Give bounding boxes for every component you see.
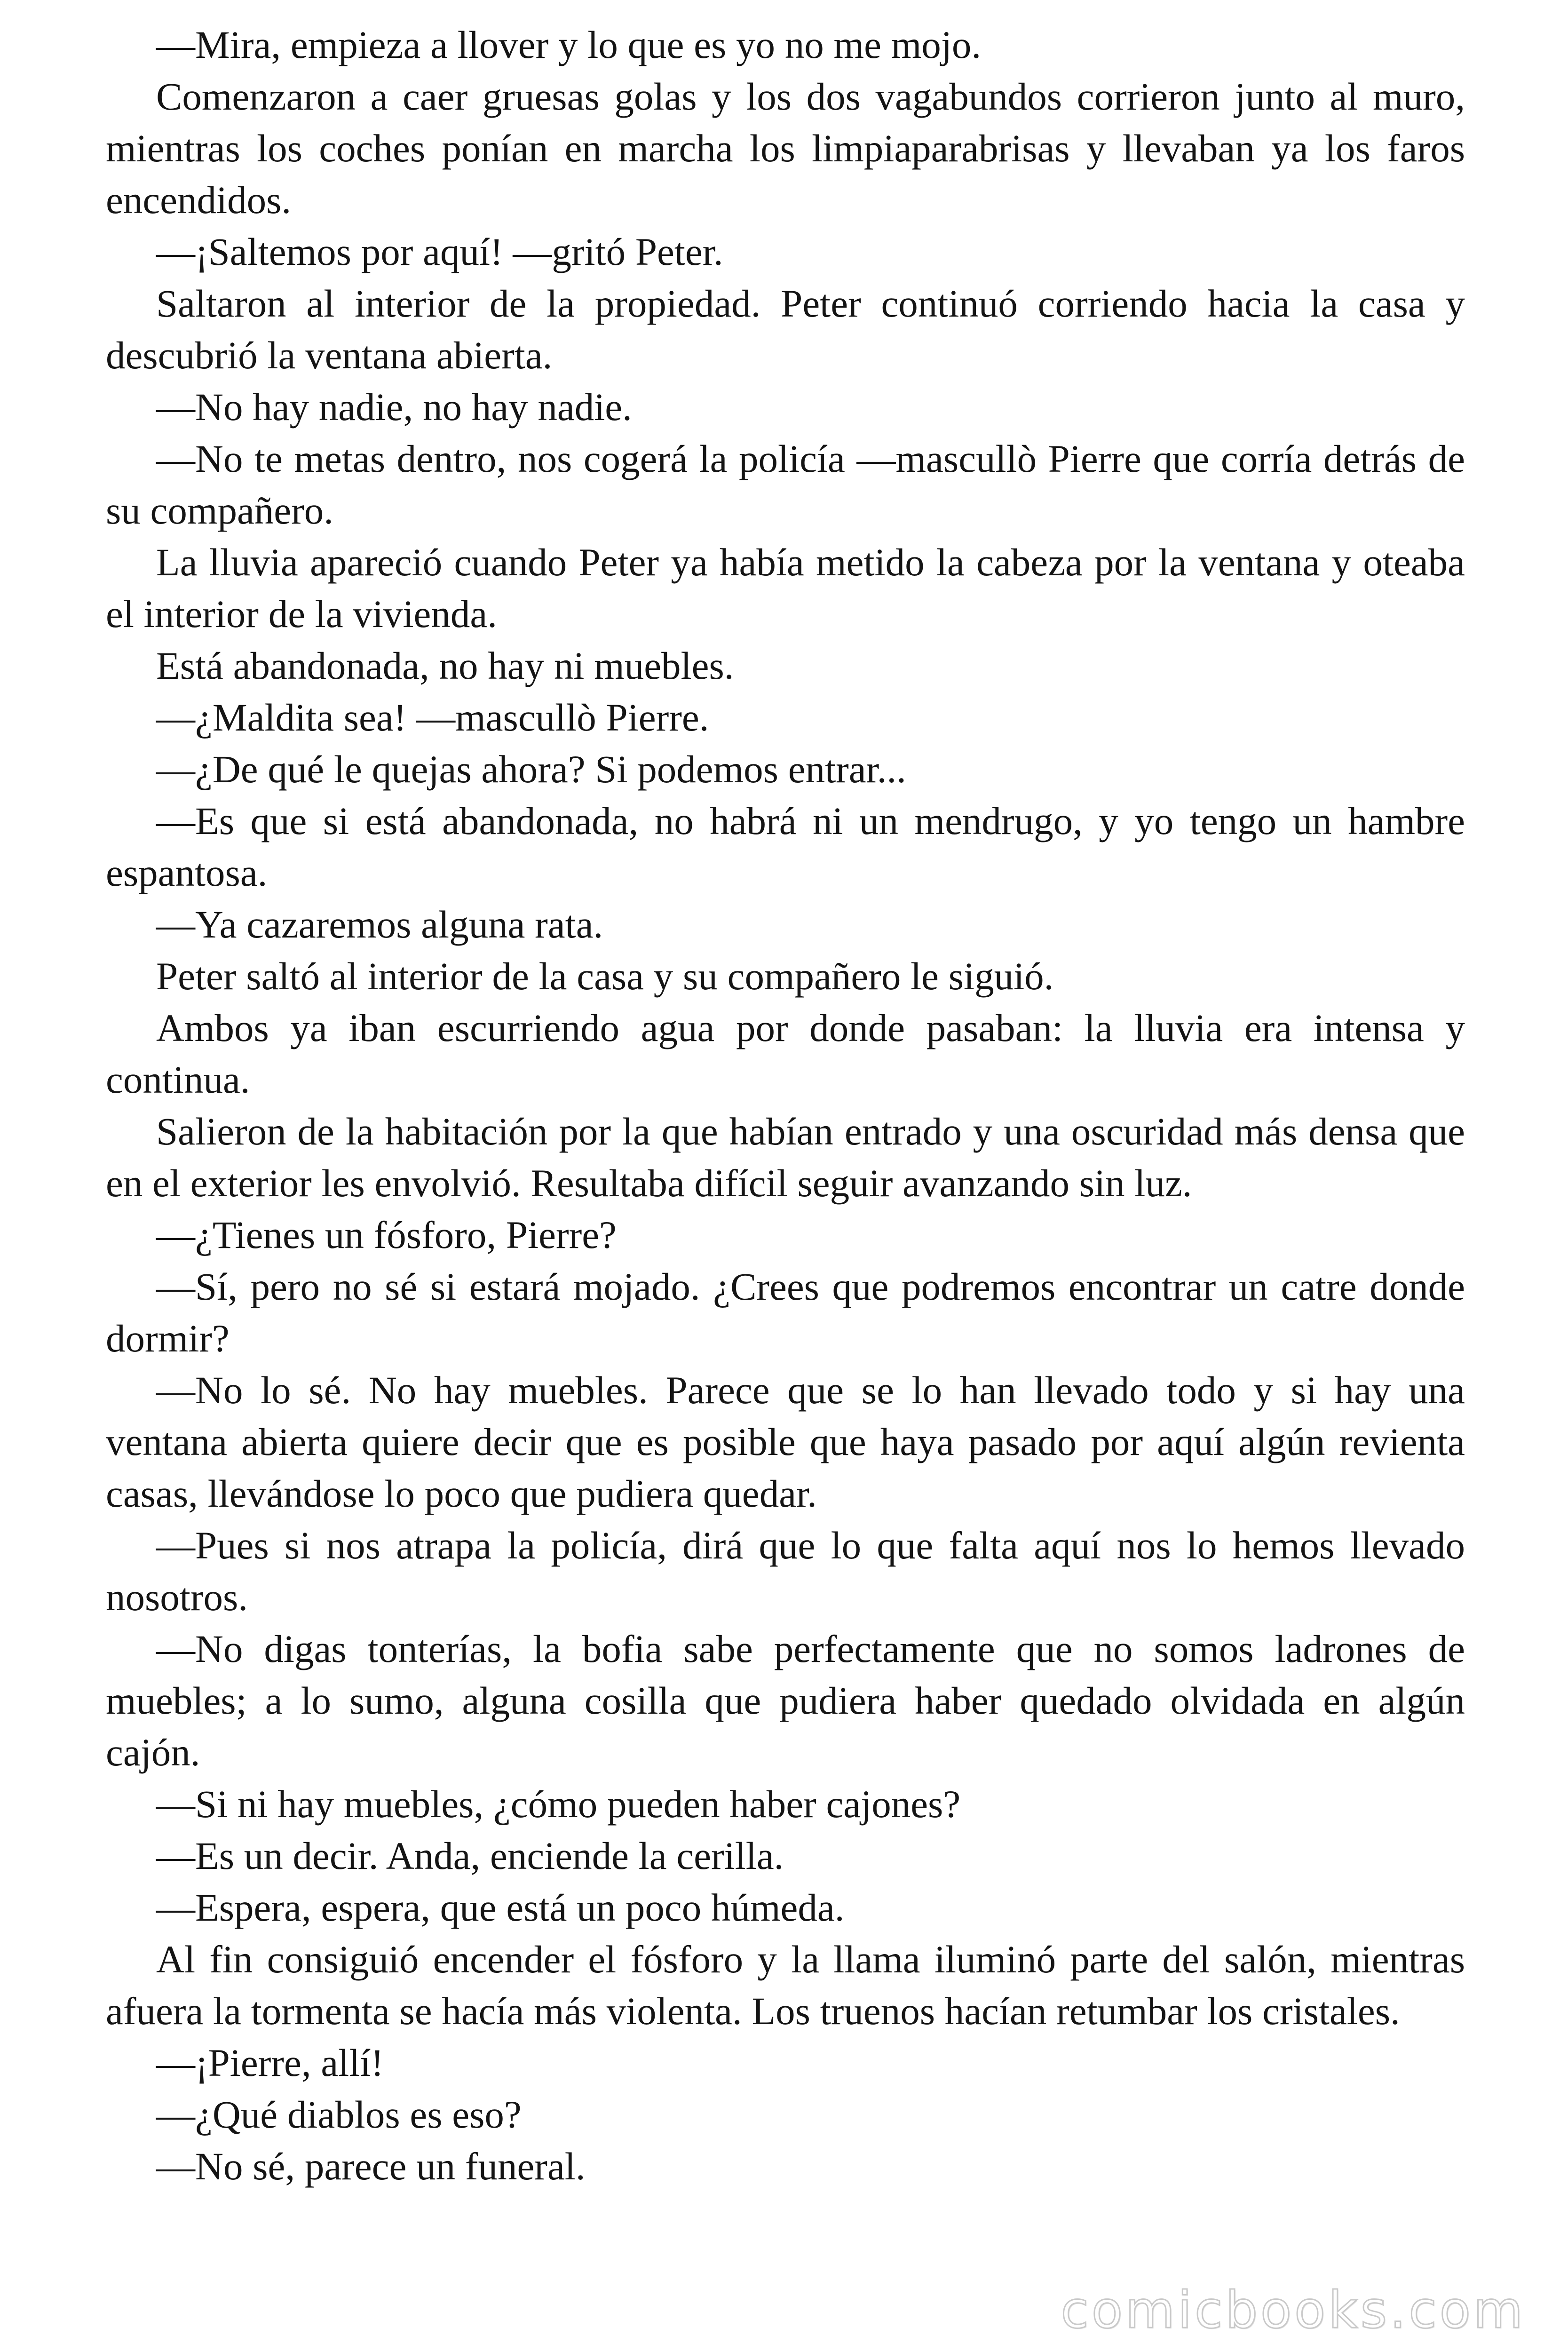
paragraph: Salieron de la habitación por la que habían entrado y una oscuridad más densa que en el exterior les envolvió. Resultaba difícil seguir avanzando sin luz. — [106, 1110, 1465, 1205]
paragraph: —No digas tonterías, la bofia sabe perfectamente que no somos ladrones de muebles; a lo sumo, alguna cosilla que pudiera haber quedado olvidada en algún cajón. — [106, 1627, 1465, 1774]
paragraph: Comenzaron a caer gruesas golas y los dos vagabundos corrieron junto al muro, mientras los coches ponían en marcha los limpiaparabrisas y llevaban ya los faros encendidos. — [106, 75, 1465, 222]
paragraph: Saltaron al interior de la propiedad. Peter continuó corriendo hacia la casa y descubrió la ventana abierta. — [106, 282, 1465, 377]
paragraph: —Pues si nos atrapa la policía, dirá que lo que falta aquí nos lo hemos llevado nosotros. — [106, 1524, 1465, 1619]
paragraph: —No te metas dentro, nos cogerá la policía —mascullò Pierre que corría detrás de su compañero. — [106, 437, 1465, 532]
paragraph: —¡Saltemos por aquí! —gritó Peter. — [156, 230, 723, 273]
paragraph: Al fin consiguió encender el fósforo y la llama iluminó parte del salón, mientras afuera la tormenta se hacía más violenta. Los truenos hacían retumbar los cristales. — [106, 1938, 1465, 2033]
watermark: comicbooks.com — [1061, 2281, 1526, 2340]
paragraph: —¿Tienes un fósforo, Pierre? — [156, 1213, 617, 1256]
paragraph: —¿Maldita sea! —mascullò Pierre. — [156, 696, 709, 739]
paragraph: —Ya cazaremos alguna rata. — [156, 903, 603, 946]
paragraph: —¿Qué diablos es eso? — [156, 2093, 522, 2136]
paragraph: Peter saltó al interior de la casa y su compañero le siguió. — [156, 954, 1054, 998]
paragraph: —No hay nadie, no hay nadie. — [156, 385, 632, 429]
paragraph: —¿De qué le quejas ahora? Si podemos entrar... — [156, 747, 906, 791]
paragraph: —Mira, empieza a llover y lo que es yo no me mojo. — [156, 23, 982, 66]
paragraph: —¡Pierre, allí! — [156, 2041, 384, 2084]
page-text — [106, 19, 1465, 2192]
paragraph: —Sí, pero no sé si estará mojado. ¿Crees que podremos encontrar un catre donde dormir? — [106, 1265, 1465, 1360]
paragraph: —Espera, espera, que está un poco húmeda. — [156, 1886, 845, 1929]
paragraph: Ambos ya iban escurriendo agua por donde pasaban: la lluvia era intensa y continua. — [106, 1006, 1465, 1101]
paragraph: —Es un decir. Anda, enciende la cerilla. — [156, 1834, 784, 1877]
paragraph: La lluvia apareció cuando Peter ya había metido la cabeza por la ventana y oteaba el interior de la vivienda. — [106, 540, 1465, 636]
paragraph: —No lo sé. No hay muebles. Parece que se lo han llevado todo y si hay una ventana abierta quiere decir que es posible que haya pasado por aquí algún revienta casas, llevándose lo poco que pudiera quedar. — [106, 1368, 1465, 1515]
paragraph: Está abandonada, no hay ni muebles. — [156, 644, 734, 687]
paragraph: —Si ni hay muebles, ¿cómo pueden haber cajones? — [156, 1782, 961, 1826]
paragraph: —No sé, parece un funeral. — [156, 2145, 586, 2188]
paragraph: —Es que si está abandonada, no habrá ni un mendrugo, y yo tengo un hambre espantosa. — [106, 799, 1465, 894]
